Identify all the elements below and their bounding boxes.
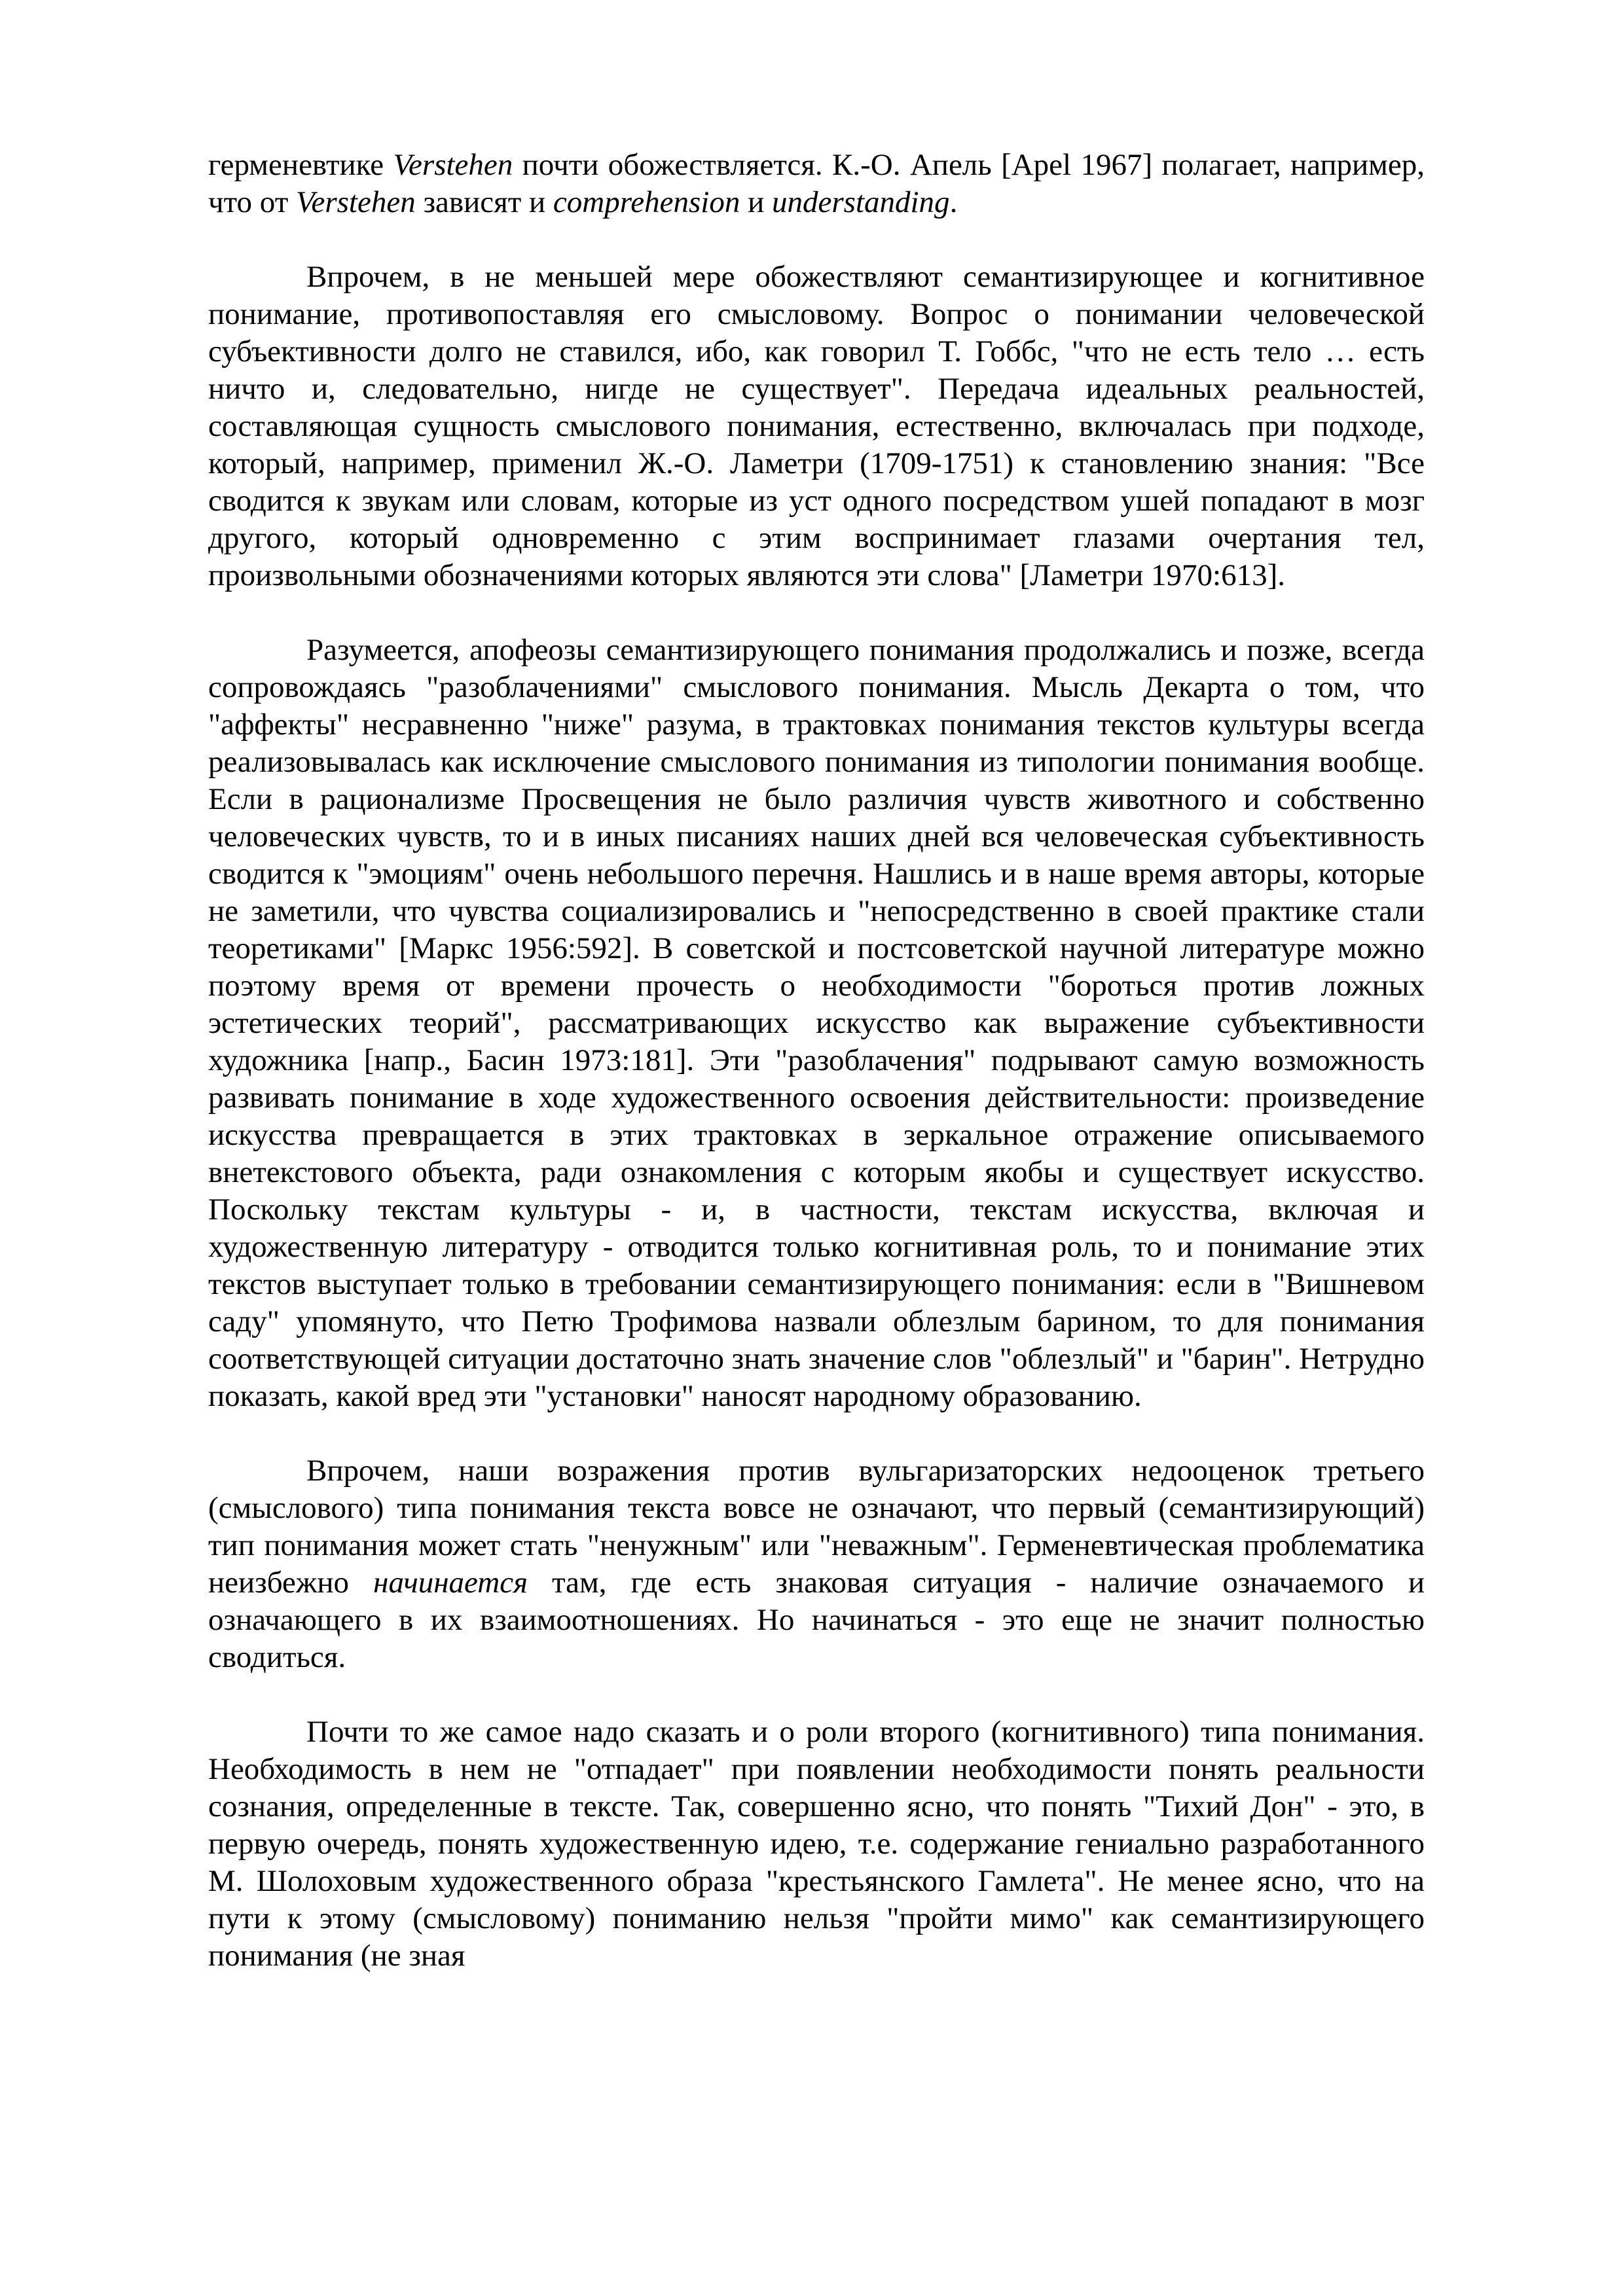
text-run: и bbox=[740, 185, 772, 219]
text-run: зависят и bbox=[415, 185, 553, 219]
italic-term: understanding bbox=[772, 185, 950, 219]
document-page bbox=[208, 147, 1425, 1975]
italic-term: Verstehen bbox=[295, 185, 416, 219]
paragraph-2 bbox=[208, 259, 1425, 594]
text-run: Впрочем, в не меньшей мере обожествляют семантизирующее и когнитивное понимание, противопоставляя его смысловому. Вопрос о понимании человеческой субъективности долго не ставился, ибо, как говорил Т. Гоббс, "что не есть тело … есть ничто и, следовательно, нигде не существует". Передача идеальных реальностей, составляющая сущность смыслового понимания, естественно, включалась при подходе, который, например, применил Ж.-О. Ламетри (1709-1751) к становлению знания: "Все сводится к звукам или словам, которые из уст одного посредством ушей попадают в мозг другого, который одновременно с этим воспринимает глазами очертания тел, произвольными обозначениями которых являются эти слова" [Ламетри 1970:613]. bbox=[208, 260, 1425, 592]
italic-term: comprehension bbox=[553, 185, 740, 219]
italic-term: начинается bbox=[373, 1566, 528, 1600]
paragraph-3 bbox=[208, 632, 1425, 1415]
text-run: там, где есть знаковая ситуация - наличие означаемого и означающего в их взаимоотношениях. Но начинаться - это еще не значит полностью сводиться. bbox=[208, 1566, 1425, 1674]
text-run: почти обожествляется. К.-О. Апель [Apel 1967] полагает, например, что от bbox=[208, 148, 1425, 219]
paragraph-4 bbox=[208, 1452, 1425, 1676]
text-run: Разумеется, апофеозы семантизирующего понимания продолжались и позже, всегда сопровождаясь "разоблачениями" смыслового понимания. Мысль Декарта о том, что "аффекты" несравненно "ниже" разума, в трактовках понимания текстов культуры всегда реализовывалась как исключение смыслового понимания из типологии понимания вообще. Если в рационализме Просвещения не было различия чувств животного и собственно человеческих чувств, то и в иных писаниях наших дней вся человеческая субъективность сводится к "эмоциям" очень небольшого перечня. Нашлись и в наше время авторы, которые не заметили, что чувства социализировались и "непосредственно в своей практике стали теоретиками" [Маркс 1956:592]. В советской и постсоветской научной литературе можно поэтому время от времени прочесть о необходимости "бороться против ложных эстетических теорий", рассматривающих искусство как выражение субъективности художника [напр., Басин 1973:181]. Эти "разоблачения" подрывают самую возможность развивать понимание в ходе художественного освоения действительности: произведение искусства превращается в этих трактовках в зеркальное отражение описываемого внетекстового объекта, ради ознакомления с которым якобы и существует искусство. Поскольку текстам культуры - и, в частности, текстам искусства, включая и художественную литературу - отводится только когнитивная роль, то и понимание этих текстов выступает только в требовании семантизирующего понимания: если в "Вишневом саду" упомянуто, что Петю Трофимова назвали облезлым барином, то для понимания соответствующей ситуации достаточно знать значение слов "облезлый" и "барин". Нетрудно показать, какой вред эти "установки" наносят народному образованию. bbox=[208, 633, 1425, 1413]
text-run: герменевтике bbox=[208, 148, 393, 182]
paragraph-5 bbox=[208, 1713, 1425, 1975]
italic-term: Verstehen bbox=[393, 148, 513, 182]
text-run: . bbox=[949, 185, 958, 219]
paragraph-1 bbox=[208, 147, 1425, 221]
text-run: Впрочем, наши возражения против вульгаризаторских недооценок третьего (смыслового) типа понимания текста вовсе не означают, что первый (семантизирующий) тип понимания может стать "ненужным" или "неважным". Герменевтическая проблематика неизбежно bbox=[208, 1454, 1425, 1600]
text-run: Почти то же самое надо сказать и о роли второго (когнитивного) типа понимания. Необходимость в нем не "отпадает" при появлении необходимости понять реальности сознания, определенные в тексте. Так, совершенно ясно, что понять "Тихий Дон" - это, в первую очередь, понять художественную идею, т.е. содержание гениально разработанного М. Шолоховым художественного образа "крестьянского Гамлета". Не менее ясно, что на пути к этому (смысловому) пониманию нельзя "пройти мимо" как семантизирующего понимания (не зная bbox=[208, 1715, 1425, 1973]
